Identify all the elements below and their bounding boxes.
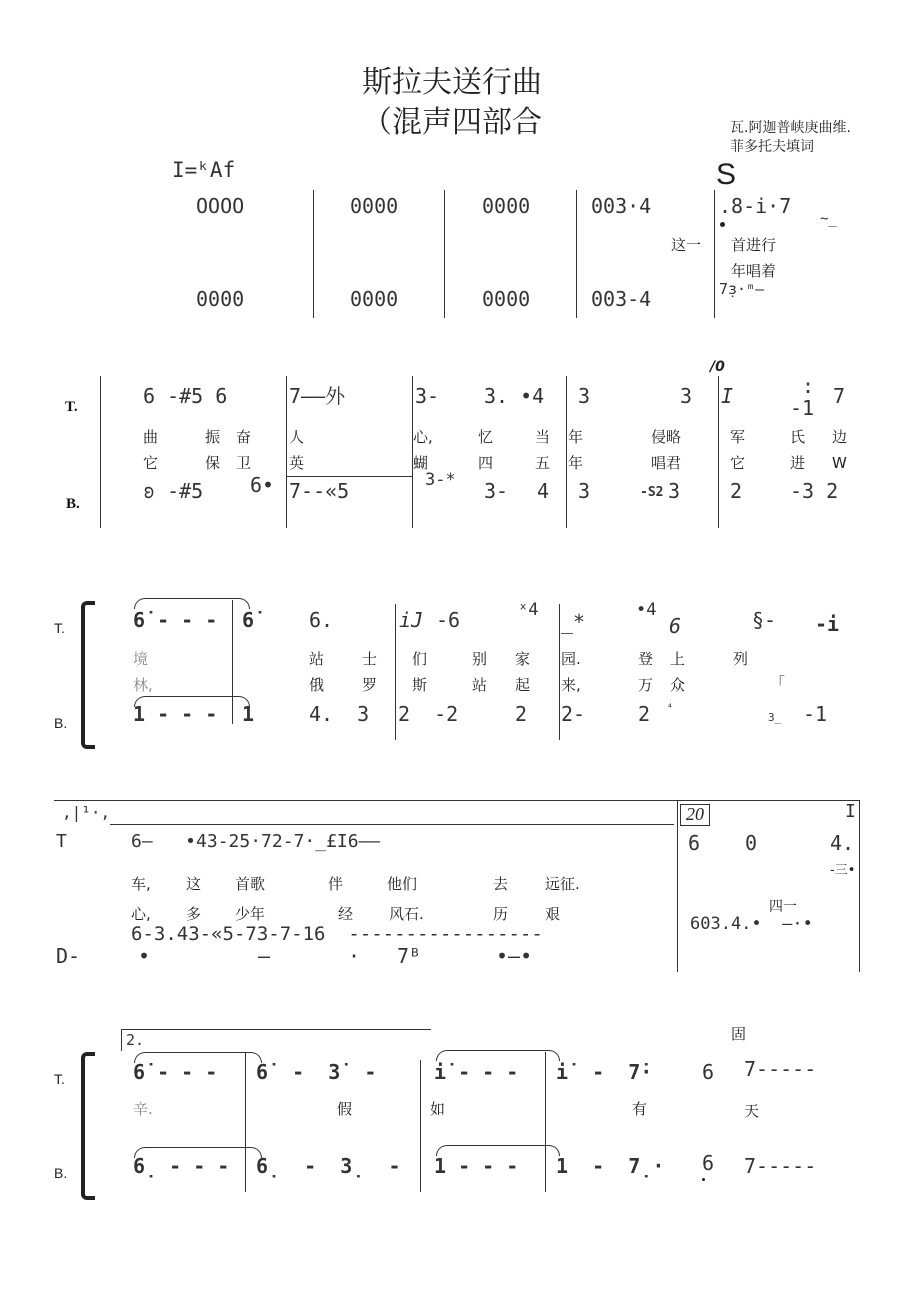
- bass-notes: ⁴: [667, 703, 674, 714]
- tenor-notes: -6: [436, 608, 461, 632]
- lyric: 万: [638, 676, 654, 694]
- volta-line: [121, 1029, 431, 1030]
- tenor-notes: §-: [752, 608, 777, 632]
- bass-notes: 1 - 7̣·: [556, 1154, 665, 1178]
- barline: [566, 376, 567, 528]
- lyric: 站: [309, 650, 325, 668]
- lyric: 林,: [133, 676, 153, 694]
- voice-label-tenor: T: [56, 831, 67, 852]
- bass-notes: 7-----: [744, 1154, 817, 1178]
- barline: [718, 376, 719, 528]
- bass-notes: -1: [803, 702, 828, 726]
- tenor-notes: 6̇ - - -: [133, 1060, 218, 1084]
- barline: [100, 376, 101, 528]
- lower-notes: 7̣ɜ·ᵐ—: [719, 280, 765, 298]
- lyric: 这一: [671, 236, 702, 254]
- tenor-notes: i̇ - - -: [434, 1060, 519, 1084]
- lyric: 罗: [362, 676, 378, 694]
- lyric: 五: [535, 454, 551, 472]
- barline: [559, 604, 560, 740]
- volta-hook: [121, 1029, 122, 1051]
- bass-notes: -S2: [640, 485, 664, 500]
- lyric: 曲: [143, 428, 159, 446]
- lyric: 年唱着: [731, 262, 777, 280]
- bass-marks: •—•: [496, 944, 533, 968]
- bass-notes: 2: [638, 702, 651, 726]
- upper-notes: OOOO: [196, 194, 245, 218]
- bass-notes: 1 - - -: [434, 1154, 519, 1178]
- voice-label-tenor: T.: [54, 620, 65, 636]
- bass-notes: 6̣ - - -: [133, 1154, 230, 1178]
- bass-marks: •: [138, 944, 151, 968]
- bass-notes: 4: [537, 479, 550, 503]
- lyric: 去: [493, 875, 509, 893]
- lyric: 蝴: [413, 454, 429, 472]
- lyric: 假: [337, 1100, 353, 1118]
- lyric: 园.: [561, 650, 581, 668]
- bass-notes: 3: [578, 479, 591, 503]
- lower-notes: 0000: [196, 287, 245, 311]
- system-brace: [81, 1052, 95, 1200]
- tenor-notes: i̇ - 7̇·: [556, 1060, 653, 1084]
- tenor-notes: ˣ4: [518, 600, 539, 620]
- lyric: 士: [362, 650, 378, 668]
- tenor-notes: 6: [702, 1060, 715, 1084]
- page-title: 斯拉夫送行曲: [362, 65, 542, 100]
- tenor-notes: 6̇ - - -: [133, 608, 218, 632]
- page-subtitle: （混声四部合: [362, 105, 542, 140]
- bass-marks: —: [258, 944, 271, 968]
- lyric: 进: [790, 454, 806, 472]
- volta-line: [110, 824, 674, 825]
- barline: [395, 604, 396, 740]
- bass-notes: 4. 3: [309, 702, 370, 726]
- lyric: 家: [515, 650, 531, 668]
- tenor-notes: 0: [745, 831, 758, 855]
- staff-top-line: [54, 800, 860, 801]
- voice-label-bass: D-: [56, 944, 81, 968]
- volta-marker: ,|¹·,: [62, 803, 111, 822]
- lyric: 氏: [790, 428, 806, 446]
- tenor-notes: 6.: [309, 608, 334, 632]
- lyric: 来,: [561, 676, 581, 694]
- bass-notes: 603.4.• —·•: [690, 914, 813, 934]
- tenor-notes: 4.: [830, 831, 855, 855]
- tenor-notes: 7-----: [744, 1057, 817, 1081]
- bass-marks: ·: [348, 944, 361, 968]
- lyric: 俄: [309, 676, 325, 694]
- tenor-notes: iJ: [399, 608, 424, 632]
- lyric: 艰: [545, 905, 561, 923]
- bass-notes: 3-*: [425, 470, 456, 490]
- lyric: 境: [133, 650, 149, 668]
- lyric: 众: [670, 676, 686, 694]
- tenor-notes: 3: [680, 384, 693, 408]
- lyric: 风石.: [389, 905, 424, 923]
- bass-notes: 7--«5: [289, 479, 350, 503]
- tie-line: [286, 476, 412, 477]
- barline: [412, 376, 413, 528]
- bass-notes: ʚ -#5: [143, 479, 204, 503]
- barline: [245, 1052, 246, 1192]
- composer-credit: 瓦.阿迦普峡庚曲维.: [730, 120, 851, 136]
- lyric: 经: [338, 905, 354, 923]
- tenor-notes: 7: [833, 384, 846, 408]
- segno-mark: S: [716, 158, 737, 191]
- section-label: 固: [731, 1025, 747, 1043]
- tenor-notes: 3-: [415, 384, 440, 408]
- tenor-notes: 6̇: [242, 608, 255, 632]
- lyric: 军: [730, 428, 746, 446]
- tenor-notes: •4: [636, 600, 657, 620]
- tenor-notes: 3: [578, 384, 591, 408]
- lyric: 们: [412, 650, 428, 668]
- upper-notes: .8-i·7: [719, 194, 792, 218]
- lyric: 保: [205, 454, 221, 472]
- lyric: 站: [472, 676, 488, 694]
- bass-notes: 3: [668, 479, 681, 503]
- barline: [677, 800, 678, 972]
- tenor-notes: 7——外: [289, 384, 346, 408]
- bass-notes: 3-: [484, 479, 509, 503]
- system-brace: [81, 601, 95, 749]
- lyric: 振: [205, 428, 221, 446]
- tenor-notes: 6̇ - 3̇ -: [256, 1060, 377, 1084]
- lyric: W: [832, 454, 847, 472]
- upper-notes: 0000: [482, 194, 531, 218]
- lyric: 远征.: [545, 875, 580, 893]
- voice-label-tenor: T.: [54, 1071, 65, 1087]
- voice-label-bass: B.: [54, 715, 68, 731]
- lyric: 它: [730, 454, 746, 472]
- measure-number-box: 20: [680, 804, 710, 826]
- lyric: 四: [478, 454, 494, 472]
- bass-notes: -3 2: [790, 479, 839, 503]
- lyric: 斯: [412, 676, 428, 694]
- measure-mark: /0: [710, 359, 725, 375]
- bass-notes: 6-3.43-«5-73-7-16 -----------------: [131, 923, 543, 945]
- bass-notes: 3_: [768, 711, 782, 724]
- lyric: 列: [733, 650, 749, 668]
- lyric: 忆: [478, 428, 494, 446]
- lyric: 唱君: [651, 454, 682, 472]
- side-mark: -三•: [830, 863, 856, 878]
- bass-notes: 1: [242, 702, 255, 726]
- barline: [420, 1060, 421, 1192]
- tenor-notes: 6 -#5 6: [143, 384, 228, 408]
- voice-label-tenor: T.: [65, 399, 78, 415]
- tenor-notes: 6: [688, 831, 701, 855]
- lyric: 别: [472, 650, 488, 668]
- lyric: 少年: [235, 905, 266, 923]
- tenor-notes: :: [802, 374, 815, 398]
- lyric: 「: [770, 674, 786, 692]
- lyric: 伴: [328, 875, 344, 893]
- lyric: 多: [186, 905, 202, 923]
- tenor-notes: 6: [669, 614, 682, 638]
- barline: [576, 190, 577, 318]
- note-dot: [702, 1178, 705, 1181]
- tenor-notes: 6— •43-25·72-7·_£I6——: [131, 831, 381, 852]
- lyric: 奋: [236, 428, 252, 446]
- bass-marks: 7ᴮ: [397, 944, 422, 968]
- bass-notes: 2-: [561, 702, 586, 726]
- lyric: 他们: [387, 875, 418, 893]
- tenor-notes: _*: [561, 610, 586, 634]
- lyric: 天: [744, 1102, 760, 1120]
- upper-notes: ~_: [820, 211, 837, 227]
- lyric: 登: [638, 650, 654, 668]
- lyric: 首歌: [235, 875, 266, 893]
- bass-notes: 2: [730, 479, 743, 503]
- lyric: 上: [670, 650, 686, 668]
- lyric: 年: [568, 454, 584, 472]
- corner-mark: I: [845, 801, 856, 822]
- lyric: 起: [515, 676, 531, 694]
- lyric: 边: [832, 428, 848, 446]
- tenor-notes: I: [721, 384, 734, 408]
- lower-notes: 003-4: [591, 287, 652, 311]
- barline: [444, 190, 445, 318]
- barline: [286, 376, 287, 528]
- lyric: 英: [289, 454, 305, 472]
- voice-label-bass: B.: [66, 496, 80, 512]
- bass-notes: 1 - - -: [133, 702, 218, 726]
- lyric: 历: [493, 905, 509, 923]
- lyric: 心,: [131, 905, 151, 923]
- upper-notes: 0000: [350, 194, 399, 218]
- tenor-notes: 3. •4: [484, 384, 545, 408]
- lyric: 侵略: [651, 428, 682, 446]
- bass-notes: 6•: [250, 473, 275, 497]
- lyricist-credit: 菲多托夫填词: [730, 139, 814, 155]
- bass-notes: 6: [702, 1151, 715, 1175]
- bass-notes: 2: [515, 702, 528, 726]
- lyric: 卫: [236, 454, 252, 472]
- lyric: 心,: [413, 428, 433, 446]
- barline: [545, 1052, 546, 1192]
- lyric: 四一: [769, 899, 797, 915]
- lyric: 车,: [131, 875, 151, 893]
- lyric: 有: [632, 1100, 648, 1118]
- lyric: 它: [143, 454, 159, 472]
- bass-notes: 6̣ - 3̣ -: [256, 1154, 401, 1178]
- volta-ending: 2.: [126, 1031, 145, 1049]
- lower-notes: 0000: [350, 287, 399, 311]
- lyric: 年: [568, 428, 584, 446]
- lyric: 辛.: [133, 1100, 153, 1118]
- lyric: 当: [535, 428, 551, 446]
- lower-notes: 0000: [482, 287, 531, 311]
- barline: [313, 190, 314, 318]
- lyric: 如: [430, 1100, 446, 1118]
- tenor-notes: -i: [815, 612, 840, 636]
- note-dot: [720, 222, 725, 227]
- upper-notes: 003·4: [591, 194, 652, 218]
- lyric: 首进行: [731, 236, 777, 254]
- barline: [714, 190, 715, 318]
- voice-label-bass: B.: [54, 1165, 68, 1181]
- bass-notes: 2 -2: [398, 702, 459, 726]
- lyric: 人: [289, 428, 305, 446]
- key-signature: I=ᵏAf: [172, 158, 236, 182]
- tenor-notes: -1: [790, 396, 815, 420]
- barline: [859, 800, 860, 972]
- lyric: 这: [186, 875, 202, 893]
